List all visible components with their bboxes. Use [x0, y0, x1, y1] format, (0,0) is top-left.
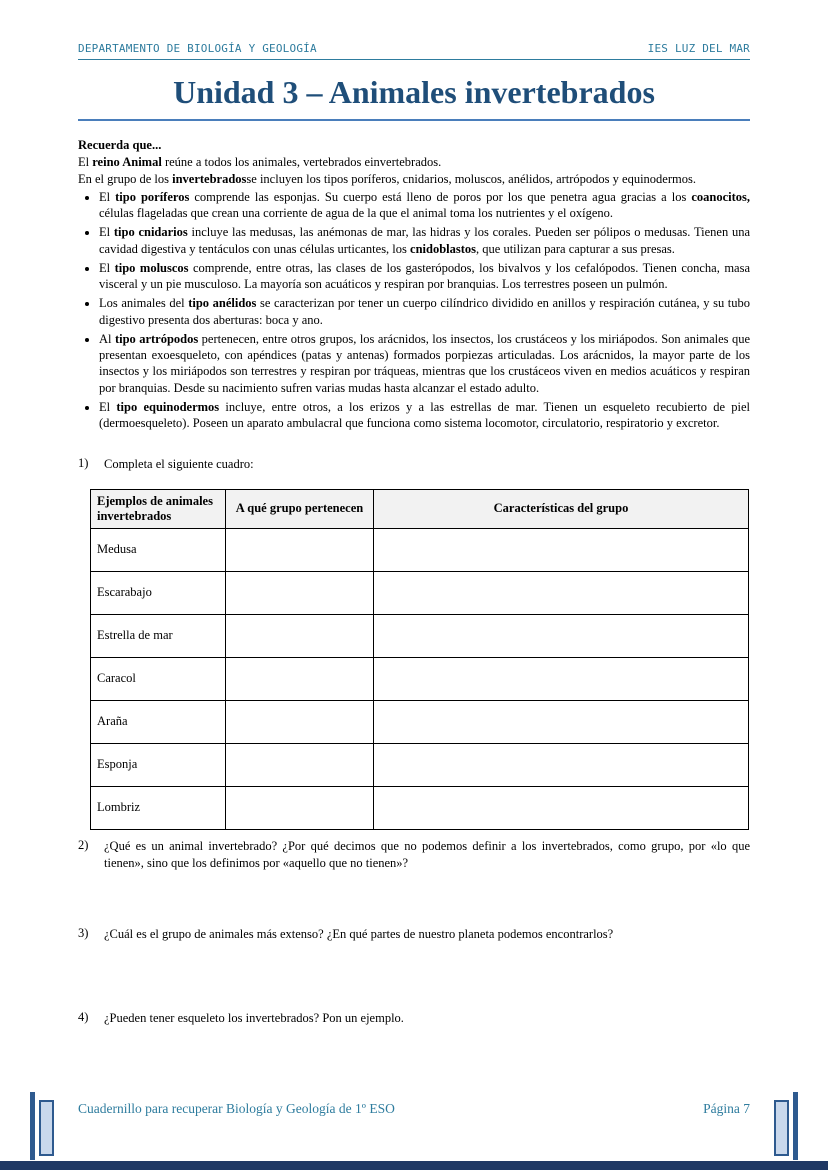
text-run: El — [99, 260, 115, 275]
question-2-number: 2) — [78, 838, 89, 852]
type-bullet-item — [99, 399, 750, 432]
text-run: pertenecen, entre otros grupos, los arácnidos, los insectos, los crustáceos y los miriápodos. Son animales que presentan exoesqueleto, con apéndices (patas y antenas) formados porpiezas articuladas. Los arácnidos, la mayor parte de los insectos y los miriápodos son terrestres y respiran por tráqueas, mientras que los crustáceos viven en medios acuáticos y respiran por branquias. Desde su nacimiento sufren varias mudas hasta alcanzar el estado adulto. — [99, 331, 750, 395]
table-row — [91, 614, 749, 657]
title-rule — [78, 119, 750, 121]
bold-term: tipo anélidos — [188, 296, 257, 311]
characteristics-answer-cell — [374, 571, 749, 614]
footer-booklet-title: Cuadernillo para recuperar Biología y Geología de 1º ESO — [78, 1101, 395, 1116]
question-1-number: 1) — [78, 456, 89, 470]
group-answer-cell — [226, 657, 374, 700]
classification-table — [90, 489, 749, 830]
footer-decoration-left — [30, 1092, 54, 1160]
question-1-block — [78, 456, 750, 830]
title-block — [78, 72, 750, 121]
bold-term: coanocitos, — [691, 189, 750, 204]
bold-term: tipo cnidarios — [113, 225, 188, 240]
question-4-number: 4) — [78, 1010, 89, 1024]
theory-section — [78, 137, 750, 434]
decoration-bar-icon — [793, 1092, 798, 1160]
text-run: células flageladas que crean una corriente de agua de la que el animal toma los nutrientes y el oxígeno. — [99, 206, 614, 220]
animal-example-cell: Araña — [91, 700, 226, 743]
bold-term: cnidoblastos — [410, 241, 477, 256]
type-bullet-item — [99, 295, 750, 328]
document-header — [78, 42, 750, 60]
animal-example-cell: Escarabajo — [91, 571, 226, 614]
question-2-text: ¿Qué es un animal invertebrado? ¿Por qué decimos que no podemos definir a los invertebrados, como grupo, por «lo que tienen», sino que los definimos por «aquello que no tienen»? — [104, 839, 750, 870]
bold-term: tipo artrópodos — [114, 331, 199, 346]
question-4-text: ¿Pueden tener esqueleto los invertebrados? Pon un ejemplo. — [104, 1011, 404, 1025]
group-answer-cell — [226, 571, 374, 614]
animal-example-cell: Caracol — [91, 657, 226, 700]
question-3-block — [78, 926, 750, 943]
text-run: Los animales del — [99, 296, 189, 311]
group-answer-cell — [226, 786, 374, 829]
type-bullet-item — [99, 224, 750, 257]
question-4 — [78, 1010, 750, 1027]
text-run: El — [78, 155, 93, 170]
text-run: En el grupo de los — [78, 171, 173, 186]
type-bullet-item — [99, 331, 750, 396]
characteristics-answer-cell — [374, 528, 749, 571]
characteristics-answer-cell — [374, 657, 749, 700]
question-2-block — [78, 838, 750, 871]
animal-example-cell: Esponja — [91, 743, 226, 786]
table-row — [91, 700, 749, 743]
group-answer-cell — [226, 614, 374, 657]
table-row — [91, 571, 749, 614]
group-answer-cell — [226, 700, 374, 743]
text-run: se incluyen los tipos poríferos, cnidarios, moluscos, anélidos, artrópodos y equinodermos. — [246, 171, 696, 186]
department-name: DEPARTAMENTO DE BIOLOGÍA Y GEOLOGÍA — [78, 42, 317, 55]
invertebrate-types-list — [78, 189, 750, 432]
question-3-number: 3) — [78, 926, 89, 940]
bold-term: reino Animal — [92, 155, 162, 170]
animal-example-cell: Lombriz — [91, 786, 226, 829]
table-row — [91, 743, 749, 786]
decoration-bar-icon — [774, 1100, 789, 1156]
document-footer — [78, 1101, 750, 1117]
text-run: incluye, entre otros, a los erizos y a las estrellas de mar. Tienen un esqueleto recubierto de piel (dermoesqueleto). Poseen un aparato ambulacral que funciona como sistema locomotor, circulatorio, respiratorio y excretor. — [99, 399, 751, 430]
characteristics-answer-cell — [374, 786, 749, 829]
school-name: IES LUZ DEL MAR — [647, 42, 750, 55]
question-4-block — [78, 1010, 750, 1027]
table-header-cell: A qué grupo pertenecen — [226, 489, 374, 528]
text-run: comprende, entre otras, las clases de los gasterópodos, los bivalvos y los cefalópodos. Tienen concha, masa visceral y un pie musculoso. La mayoría son acuáticos y respiran por branquias. Los terrestres poseen un pulmón. — [99, 260, 751, 291]
table-row — [91, 657, 749, 700]
decoration-bar-icon — [39, 1100, 54, 1156]
intro-line-1 — [78, 154, 750, 170]
footer-page-number: Página 7 — [703, 1101, 750, 1116]
table-body — [91, 528, 749, 829]
bold-term: tipo poríferos — [115, 189, 190, 204]
text-run: incluye las medusas, las anémonas de mar, las hidras y los corales. Pueden ser pólipos o medusas. Tienen una cavidad digestiva y tentáculos con unas células urticantes, los — [99, 225, 751, 256]
characteristics-answer-cell — [374, 700, 749, 743]
text-run: Al — [99, 331, 115, 346]
bottom-page-bar — [0, 1161, 828, 1170]
bold-term: invertebrados — [172, 171, 247, 186]
question-2 — [78, 838, 750, 871]
text-run: comprende las esponjas. Su cuerpo está lleno de poros por los que penetra agua gracias a los — [189, 189, 692, 204]
text-run: , que utilizan para capturar a sus presas. — [476, 241, 675, 256]
recuerda-heading: Recuerda que... — [78, 138, 162, 152]
text-run: El — [99, 225, 114, 240]
table-row — [91, 528, 749, 571]
characteristics-answer-cell — [374, 743, 749, 786]
table-header-cell: Ejemplos de animales invertebrados — [91, 489, 226, 528]
text-run: El — [99, 189, 116, 204]
question-3-text: ¿Cuál es el grupo de animales más extenso? ¿En qué partes de nuestro planeta podemos encontrarlos? — [104, 927, 614, 941]
question-3 — [78, 926, 750, 943]
table-header-row — [91, 489, 749, 528]
bold-term: tipo equinodermos — [116, 399, 220, 414]
type-bullet-item — [99, 260, 750, 293]
table-row — [91, 786, 749, 829]
characteristics-answer-cell — [374, 614, 749, 657]
type-bullet-item — [99, 189, 750, 222]
group-answer-cell — [226, 743, 374, 786]
question-1 — [78, 456, 750, 473]
decoration-bar-icon — [30, 1092, 35, 1160]
footer-decoration-right — [774, 1092, 798, 1160]
bold-term: tipo moluscos — [114, 260, 189, 275]
animal-example-cell: Estrella de mar — [91, 614, 226, 657]
question-1-text: Completa el siguiente cuadro: — [104, 457, 254, 471]
table-header-cell: Características del grupo — [374, 489, 749, 528]
text-run: El — [99, 399, 117, 414]
group-answer-cell — [226, 528, 374, 571]
text-run: reúne a todos los animales, vertebrados einvertebrados. — [161, 155, 442, 170]
animal-example-cell: Medusa — [91, 528, 226, 571]
unit-title: Unidad 3 – Animales invertebrados — [173, 74, 655, 110]
text-run: se caracterizan por tener un cuerpo cilíndrico dividido en anillos y respiración cutánea, y su tubo digestivo presenta dos aberturas: boca y ano. — [99, 296, 750, 327]
intro-line-2 — [78, 171, 750, 187]
